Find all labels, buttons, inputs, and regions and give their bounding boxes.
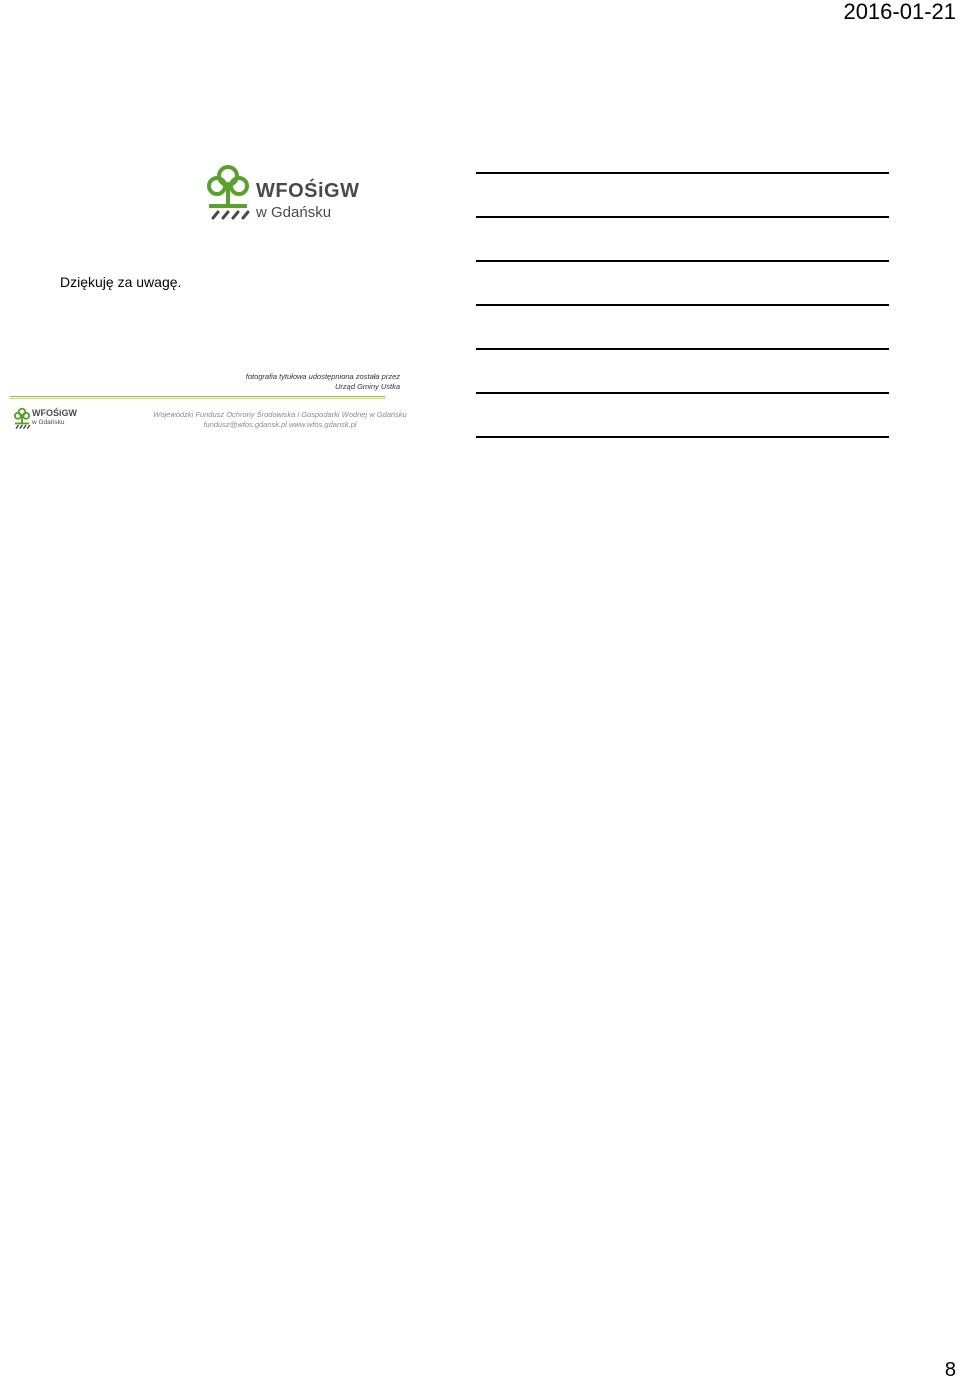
logo-name: WFOŚiGW xyxy=(256,180,360,202)
slide-thumbnail xyxy=(0,152,407,436)
footer-logo-city: w Gdańsku xyxy=(32,419,65,426)
note-line xyxy=(476,172,889,174)
note-line xyxy=(476,348,889,350)
page-number: 8 xyxy=(944,1359,956,1381)
footer-divider xyxy=(10,396,385,399)
note-line xyxy=(476,216,889,218)
wfosigw-logo xyxy=(204,162,369,222)
footer-org-name: Wojewódzki Fundusz Ochrony Środowiska i Gospodarki Wodnej w Gdańsku xyxy=(153,410,407,419)
tree-logo-icon xyxy=(204,162,252,222)
note-line xyxy=(476,260,889,262)
logo-city: w Gdańsku xyxy=(256,204,332,221)
document-date: 2016-01-21 xyxy=(843,0,956,24)
footer-contact: fundusz@wfos.gdansk.pl www.wfos.gdansk.pl xyxy=(203,420,357,429)
tree-logo-icon xyxy=(13,406,31,430)
photo-credit-line2: Urząd Gminy Ustka xyxy=(334,382,400,391)
photo-credit-line1: fotografia tytułowa udostępniona została przez xyxy=(245,372,400,381)
note-line xyxy=(476,304,889,306)
footer-logo-name: WFOŚiGW xyxy=(32,408,77,418)
note-line xyxy=(476,436,889,438)
thanks-text: Dziękuję za uwagę. xyxy=(60,274,182,290)
footer-logo xyxy=(13,406,75,430)
note-line xyxy=(476,392,889,394)
